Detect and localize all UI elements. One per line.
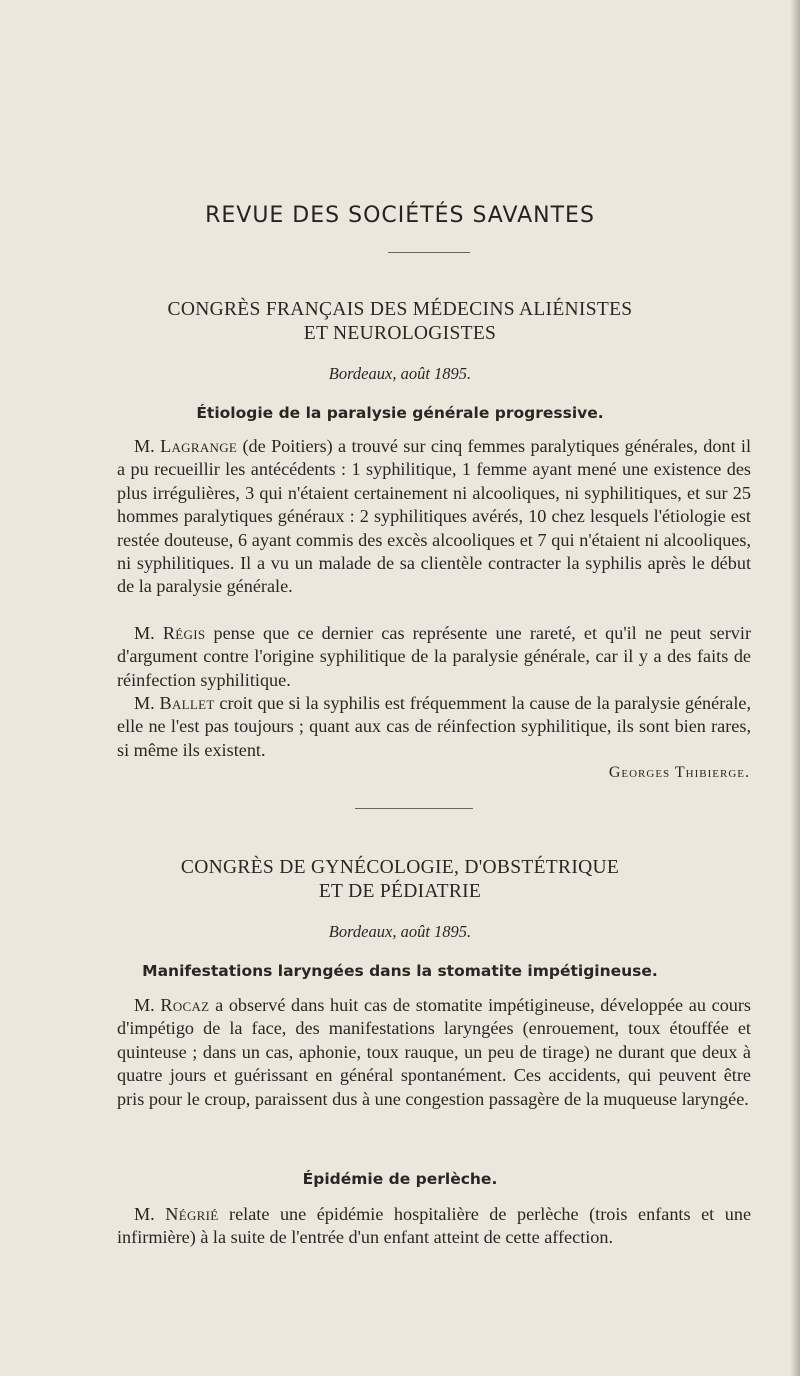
paragraph-text: croit que si la syphilis est fréquemment la cause de la paralysie générale, elle ne l'est pas toujours ; quant aux cas de réinfection syphilitique, ils sont bien rares, si même ils existent. [117, 693, 752, 760]
date: août 1895. [400, 364, 472, 383]
paragraph-text: pense que ce dernier cas représente une rareté, et qu'il ne peut servir d'argument contre l'origine syphilitique de la paralysie générale, car il y a des faits de réinfection syphilitique. [117, 623, 751, 690]
paragraph-negrie [117, 1203, 751, 1250]
congress-heading-line: ET NEUROLOGISTES [303, 323, 497, 344]
section-rule [355, 808, 473, 809]
congress-heading-1 [0, 298, 800, 346]
congress-heading-line: CONGRÈS DE GYNÉCOLOGIE, D'OBSTÉTRIQUE [180, 857, 620, 878]
honorific: M. [134, 436, 155, 456]
paragraph-lagrange [117, 435, 751, 599]
article-subhead: Manifestations laryngées dans la stomatite impétigineuse. [142, 962, 658, 980]
title-rule [388, 252, 470, 253]
honorific: M. [134, 1204, 155, 1224]
honorific: M. [134, 693, 155, 713]
place: Bordeaux [328, 364, 393, 383]
place-date-1: Bordeaux, août 1895. [328, 364, 472, 383]
paragraph-regis [117, 622, 751, 692]
paragraph-text: (de Poitiers) a trouvé sur cinq femmes paralytiques générales, dont il a pu recueillir les antécédents : 1 syphilitique, 1 femme ayant mené une existence des plus irrégulières, 3 qui n'étaient certainement ni alcooliques, ni syphilitiques, et sur 25 hommes paralytiques généraux : 2 syphilitiques avérés, 10 chez lesquels l'étiologie est restée douteuse, 6 ayant commis des excès alcooliques et 7 qui n'étaient ni alcooliques, ni syphilitiques. Il a vu un malade de sa clientèle contracter la syphilis après le début de la paralysie générale. [117, 436, 752, 597]
paragraph-text: relate une épidémie hospitalière de perlèche (trois enfants et une infirmière) à la suite de l'entrée d'un enfant atteint de cette affection. [117, 1204, 752, 1248]
place-date-2: Bordeaux, août 1895. [328, 922, 472, 941]
paragraph-text: a observé dans huit cas de stomatite impétigineuse, développée au cours d'impétigo de la face, des manifestations laryngées (enrouement, toux étouffée et quinteuse ; dans un cas, aphonie, toux rauque, un peu de tirage) ne durant que deux à quatre jours et guérissant en général spontanément. Ces accidents, qui peuvent être pris pour le croup, paraissent dus à une congestion passagère de la muqueuse laryngée. [117, 995, 752, 1109]
author-name: Ballet [159, 693, 215, 713]
paragraph-ballet [117, 692, 751, 762]
article-subhead: Épidémie de perlèche. [302, 1170, 498, 1188]
author-name: Négrié [165, 1204, 219, 1224]
place: Bordeaux [328, 922, 393, 941]
honorific: M. [134, 623, 155, 643]
page-spine-shadow [790, 0, 800, 1376]
honorific: M. [134, 995, 155, 1015]
congress-heading-line: ET DE PÉDIATRIE [318, 881, 482, 902]
author-name: Lagrange [160, 436, 238, 456]
date: août 1895. [400, 922, 472, 941]
page-title: REVUE DES SOCIÉTÉS SAVANTES [205, 203, 595, 228]
signature: Georges Thibierge. [608, 764, 750, 781]
author-name: Régis [162, 623, 206, 643]
congress-heading-line: CONGRÈS FRANÇAIS DES MÉDECINS ALIÉNISTES [167, 299, 633, 320]
article-subhead: Étiologie de la paralysie générale progressive. [196, 404, 604, 422]
paragraph-rocaz [117, 994, 751, 1111]
author-name: Rocaz [160, 995, 210, 1015]
congress-heading-2 [0, 856, 800, 904]
